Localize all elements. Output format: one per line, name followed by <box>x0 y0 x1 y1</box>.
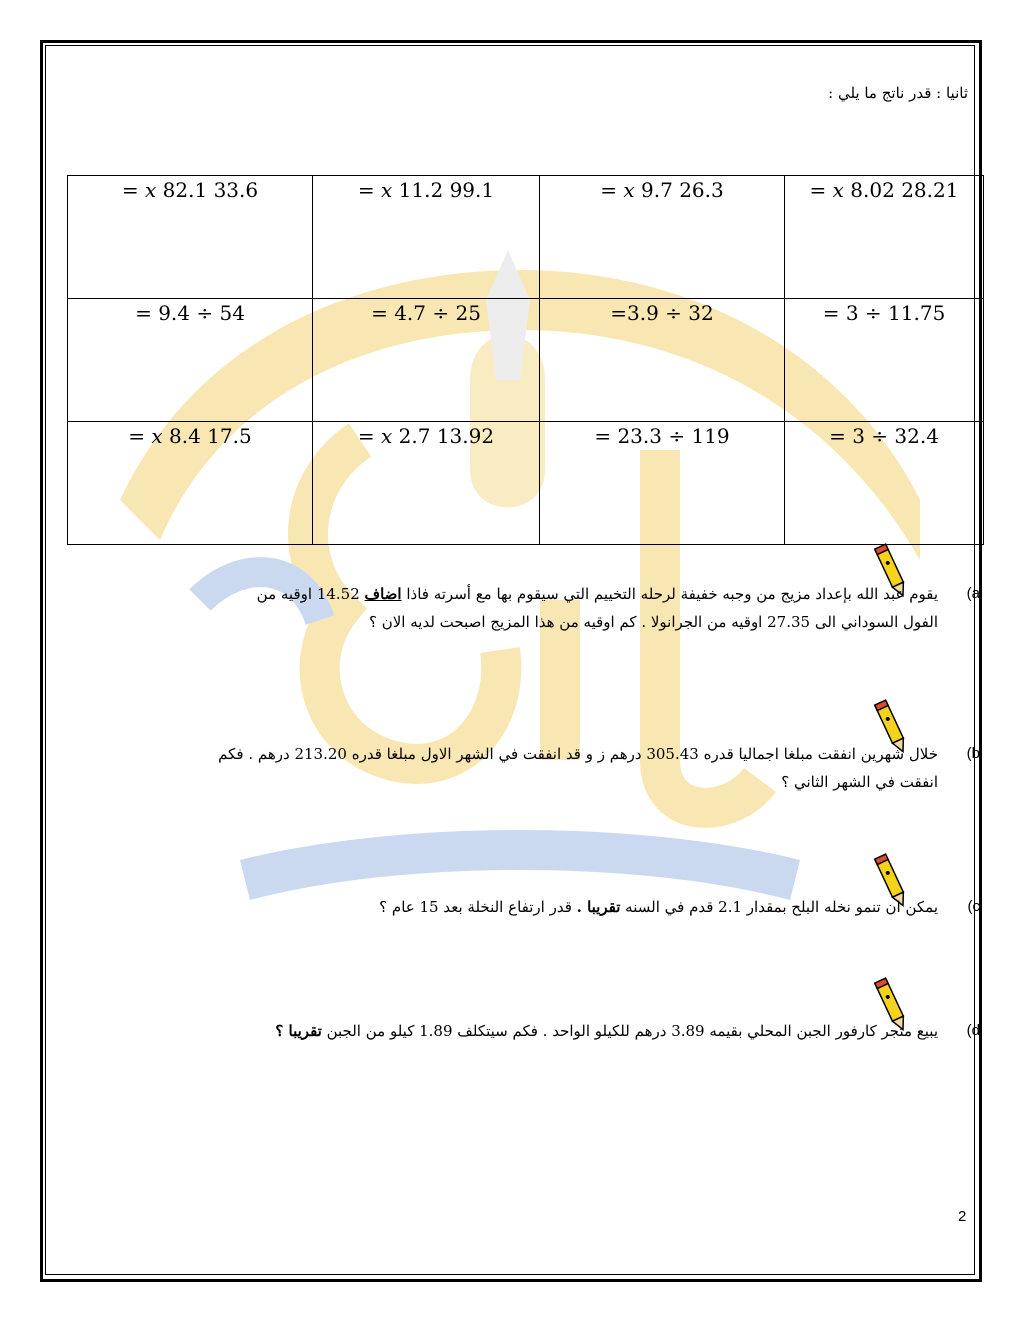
question-marker: c) <box>967 898 980 915</box>
question-emphasis: تقريبا ؟ <box>275 1022 322 1040</box>
question-a <box>98 580 980 636</box>
question-text-line <box>238 893 938 921</box>
table-row <box>68 299 984 422</box>
table-cell: 99.1 𝑥 11.2 = <box>313 176 540 299</box>
table-cell: 26.3 𝑥 9.7 = <box>540 176 785 299</box>
section-heading: ثانيا : قدر ناتج ما يلي : <box>828 84 968 102</box>
question-text-line <box>98 580 938 608</box>
table-row <box>68 422 984 545</box>
question-marker: a) <box>966 585 980 602</box>
question-emphasis: تقريبا . <box>576 898 621 916</box>
question-marker: d) <box>966 1022 980 1039</box>
question-text-line: انفقت في الشهر الثاني ؟ <box>781 773 938 791</box>
page-number: 2 <box>958 1208 967 1225</box>
table-cell: 119 ÷ 23.3 = <box>540 422 785 545</box>
question-text-line: خلال شهرين انفقت مبلغا اجماليا قدره 305.43 درهم ز و قد انفقت في الشهر الاول مبلغا قدره 213.20 درهم . فكم <box>218 745 938 763</box>
table-cell: 13.92 𝑥 2.7 = <box>313 422 540 545</box>
question-b <box>78 740 980 796</box>
table-cell: 25 ÷ 4.7 = <box>313 299 540 422</box>
question-text: يقوم عبد الله بإعداد مزيج من وجبه خفيفة لرحله التخييم التي سيقوم بها مع أسرته فاذا <box>401 585 938 603</box>
question-emphasis: اضاف <box>364 585 402 603</box>
question-text-line <box>138 1017 938 1045</box>
question-text: قدر ارتفاع النخلة بعد 15 عام ؟ <box>379 898 577 916</box>
table-row <box>68 176 984 299</box>
table-cell: 32 ÷ 3.9= <box>540 299 785 422</box>
question-d <box>138 1017 980 1045</box>
table-cell: 54 ÷ 9.4 = <box>68 299 313 422</box>
estimation-table <box>67 175 984 545</box>
table-cell: 11.75 ÷ 3 = <box>785 299 984 422</box>
question-text: يمكن ان تنمو نخله البلح بمقدار 2.1 قدم في السنه <box>620 898 938 916</box>
table-cell: 28.21 𝑥 8.02 = <box>785 176 984 299</box>
table-cell: 33.6 𝑥 82.1 = <box>68 176 313 299</box>
question-text: 14.52 اوقيه من <box>256 585 365 603</box>
table-cell: 17.5 𝑥 8.4 = <box>68 422 313 545</box>
question-c <box>238 893 980 921</box>
table-cell: 32.4 ÷ 3 = <box>785 422 984 545</box>
question-text-line: الفول السوداني الى 27.35 اوقيه من الجرانولا . كم اوقيه من هذا المزيج اصبحت لديه الان ؟ <box>369 613 938 631</box>
question-text: يبيع متجر كارفور الجبن المحلي بقيمه 3.89 درهم للكيلو الواحد . فكم سيتكلف 1.89 كيلو من الجبن <box>321 1022 938 1040</box>
question-marker: b) <box>966 745 980 762</box>
